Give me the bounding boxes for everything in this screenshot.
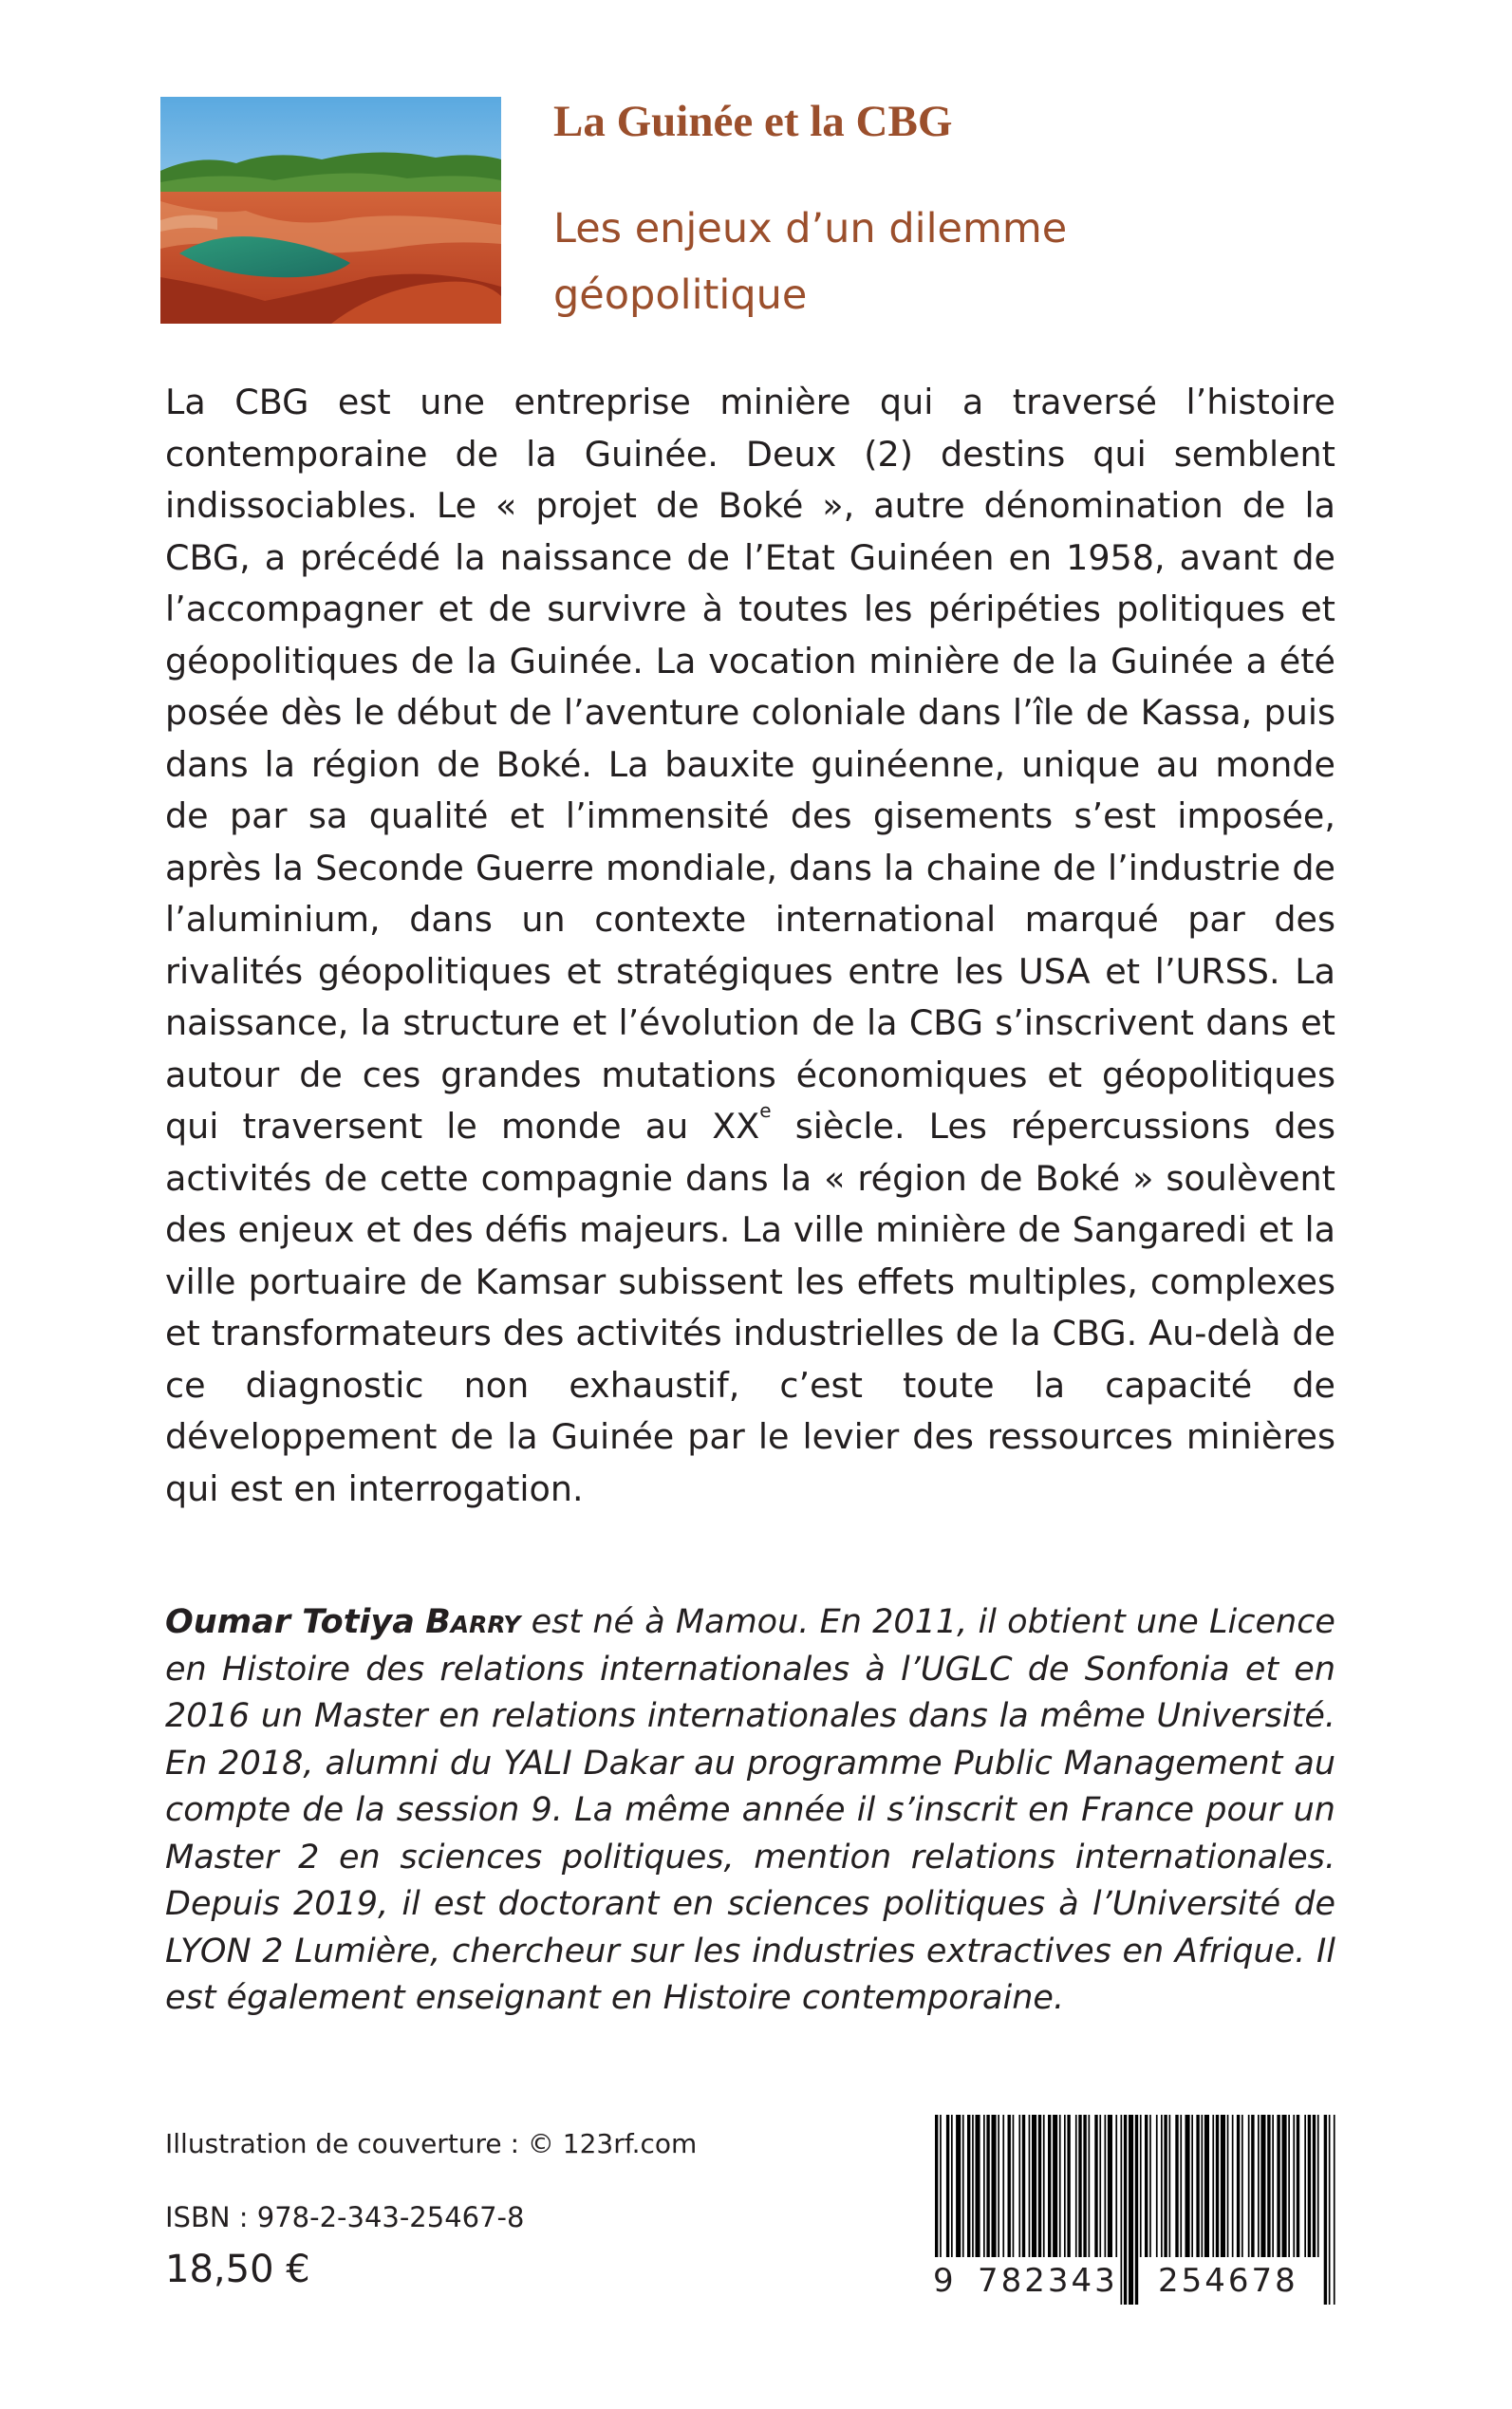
barcode-bar: [1191, 2115, 1193, 2257]
barcode-bar: [1334, 2115, 1335, 2305]
barcode-bar: [1313, 2115, 1316, 2257]
barcode-bar: [962, 2115, 964, 2257]
barcode-bar: [946, 2115, 949, 2257]
barcode-bar: [1288, 2115, 1290, 2257]
barcode-bar: [1282, 2115, 1287, 2257]
author-bio-text: est né à Mamou. En 2011, il obtient une Licence en Histoire des relations internationales à l’UGLC de Sonfonia et en 2016 un Master en relations internationales dans la même Université. En 2018, alumni du YALI Dakar au programme Public Management au compte de la session 9. La même année il s’inscrit en France pour un Master 2 en sciences politiques, mention relations internationales. Depuis 2019, il est doctorant en sciences politiques à l’Université de LYON 2 Lumière, chercheur sur les industries extractives en Afrique. Il est également enseignant en Histoire contemporaine.: [165, 1603, 1335, 2017]
barcode-bar: [983, 2115, 985, 2257]
barcode-bar: [1258, 2115, 1260, 2257]
barcode-bar: [1175, 2115, 1178, 2257]
barcode-bar: [1241, 2115, 1243, 2257]
barcode-bar: [1099, 2115, 1101, 2257]
barcode-bar: [1169, 2115, 1171, 2257]
barcode-bar: [967, 2115, 970, 2257]
barcode-digits-right: 254678: [1158, 2257, 1298, 2305]
barcode-bar: [1075, 2115, 1077, 2257]
barcode-bar: [1105, 2115, 1107, 2257]
barcode-bar: [992, 2115, 997, 2257]
barcode-bar: [1013, 2115, 1015, 2257]
barcode-bar: [1043, 2115, 1045, 2257]
subtitle-line-1: Les enjeux d’un dilemme: [553, 205, 1068, 252]
barcode-bar: [951, 2115, 953, 2257]
author-given-name: Oumar Totiya: [165, 1603, 415, 1641]
barcode-bar: [1121, 2115, 1123, 2305]
cover-illustration: [160, 97, 501, 324]
barcode-bar: [1248, 2115, 1250, 2257]
barcode-bar: [1204, 2115, 1209, 2257]
barcode-bar: [1135, 2115, 1138, 2305]
barcode-bar: [1048, 2115, 1051, 2257]
barcode-bar: [1156, 2115, 1158, 2257]
barcode-bar: [1140, 2115, 1142, 2257]
barcode-digits-left: 782343: [978, 2257, 1118, 2305]
barcode-bar: [1212, 2115, 1214, 2257]
barcode-bar: [1202, 2115, 1204, 2257]
barcode-bar: [1196, 2115, 1199, 2257]
book-subtitle: [553, 196, 1142, 328]
barcode-bar: [1089, 2115, 1091, 2257]
book-blurb: [165, 377, 1335, 1515]
blurb-text-part-1: La CBG est une entreprise minière qui a traversé l’histoire contemporaine de la Guinée. Deux (2) destins qui semblent indissociables. Le « projet de Boké », autre dénomination de la CBG, a précédé la naissance de l’Etat Guinéen en 1958, avant de l’accompagner et de survivre à toutes les péripéties politiques et géopolitiques de la Guinée. La vocation minière de la Guinée a été posée dès le début de l’aventure coloniale dans l’île de Kassa, puis dans la région de Boké. La bauxite guinéenne, unique au monde de par sa qualité et l’immensité des gisements s’est imposée, après la Seconde Guerre mondiale, dans la chaine de l’industrie de l’aluminium, dans un contexte international marqué par des rivalités géopolitiques et stratégiques entre les USA et l’URSS. La naissance, la structure et l’évolution de la CBG s’inscrivent dans et autour de ces grandes mutations économiques et géopolitiques qui traversent le monde au XX: [165, 382, 1335, 1147]
illustration-credit: Illustration de couverture : © 123rf.com: [165, 2128, 698, 2159]
barcode-bar: [1094, 2115, 1097, 2257]
barcode-bar: [1324, 2115, 1327, 2305]
barcode-bar: [1115, 2115, 1117, 2257]
barcode-bar: [1002, 2115, 1004, 2257]
barcode-bar: [1221, 2115, 1225, 2257]
barcode-bar: [1267, 2115, 1270, 2257]
barcode-bar: [1038, 2115, 1041, 2257]
barcode-bar: [1029, 2115, 1031, 2257]
barcode-bar: [1108, 2115, 1112, 2257]
barcode-bar: [1308, 2115, 1311, 2257]
blurb-century-superscript: e: [759, 1099, 772, 1122]
barcode-bar: [986, 2115, 989, 2257]
barcode-digit-lead: 9: [933, 2257, 957, 2305]
subtitle-line-2: géopolitique: [553, 271, 808, 319]
barcode-bar: [1059, 2115, 1061, 2257]
barcode-bar: [1161, 2115, 1163, 2257]
blurb-text-part-2: siècle. Les répercussions des activités de cette compagnie dans la « région de Boké » soulèvent des enjeux et des défis majeurs. La ville minière de Sangaredi et la ville portuaire de Kamsar subissent les effets multiples, complexes et transformateurs des activités industrielles de la CBG. Au-delà de ce diagnostic non exhaustif, c’est toute la capacité de développement de la Guinée par le levier des ressources minières qui est en interrogation.: [165, 1106, 1335, 1509]
barcode-bar: [1216, 2115, 1219, 2257]
barcode-bar: [1008, 2115, 1011, 2257]
barcode-bar: [998, 2115, 999, 2257]
barcode-bar: [1297, 2115, 1299, 2257]
barcode-bar: [1317, 2115, 1319, 2257]
author-family-name: Barry: [425, 1603, 521, 1641]
barcode-bar: [1164, 2115, 1167, 2257]
barcode-bar: [1185, 2115, 1190, 2257]
barcode-bar: [1329, 2115, 1331, 2305]
barcode-bar: [1304, 2115, 1306, 2257]
barcode-bar: [956, 2115, 961, 2257]
barcode-bar: [1149, 2115, 1151, 2257]
quarry-lake-landscape-image: [160, 97, 501, 324]
barcode-bar: [1145, 2115, 1148, 2257]
author-bio: [165, 1599, 1335, 2023]
isbn: ISBN : 978-2-343-25467-8: [165, 2201, 525, 2233]
barcode-bar: [1124, 2115, 1127, 2305]
book-title: La Guinée et la CBG: [553, 97, 953, 146]
barcode-bar: [1022, 2115, 1025, 2257]
barcode-bar: [1237, 2115, 1240, 2257]
barcode-bar: [1260, 2115, 1265, 2257]
barcode-bar: [1032, 2115, 1036, 2257]
barcode-bar: [976, 2115, 980, 2257]
price: 18,50 €: [165, 2248, 310, 2291]
barcode-bar: [1293, 2115, 1295, 2257]
barcode-bar: [1129, 2115, 1133, 2305]
barcode-bar: [1180, 2115, 1182, 2257]
barcode-bar: [1067, 2115, 1070, 2257]
barcode-bar: [1277, 2115, 1279, 2257]
barcode-bar: [1083, 2115, 1086, 2257]
barcode-bar: [1078, 2115, 1081, 2257]
barcode-bar: [1272, 2115, 1274, 2257]
barcode-bar: [1018, 2115, 1020, 2257]
barcode-bar: [1251, 2115, 1254, 2257]
barcode-bar: [1064, 2115, 1066, 2257]
barcode-bar: [1227, 2115, 1229, 2257]
barcode-bar: [972, 2115, 974, 2257]
barcode-bar: [1053, 2115, 1057, 2257]
barcode-bar: [1232, 2115, 1234, 2257]
